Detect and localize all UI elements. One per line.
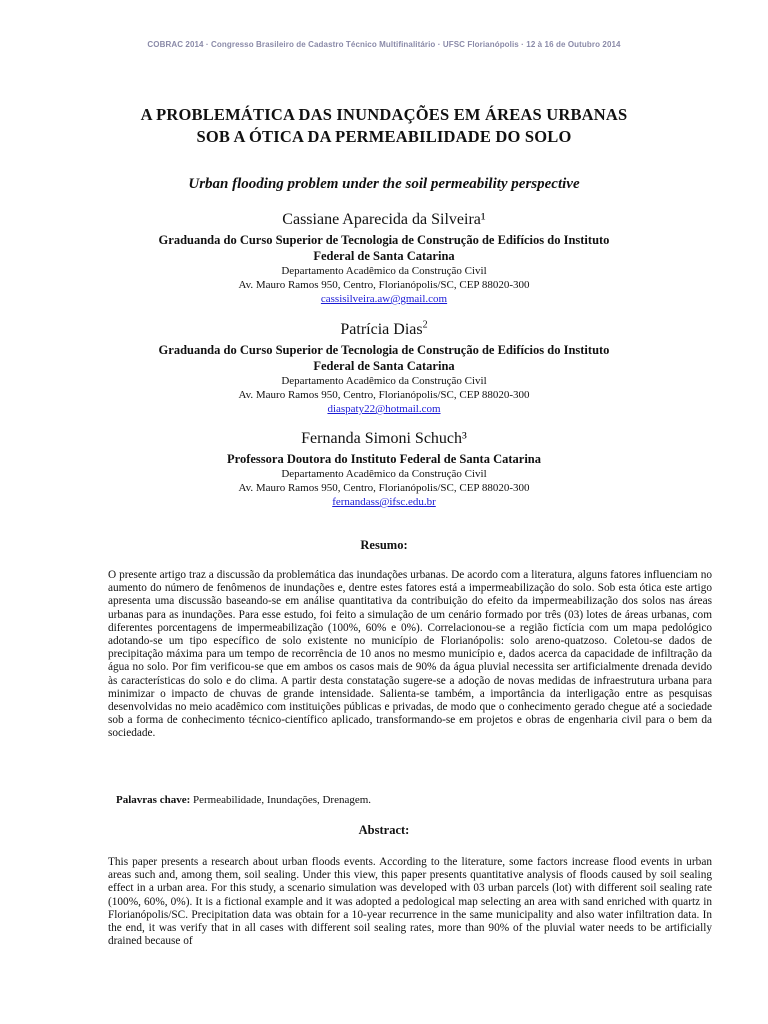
author-name: Patrícia Dias$^2$ [340, 319, 428, 338]
english-title: Urban flooding problem under the soil permeability perspective [188, 176, 580, 192]
author-address: Av. Mauro Ramos 950, Centro, Florianópolis/SC, CEP 88020-300 [238, 389, 530, 401]
paper-title [0, 104, 768, 148]
author-department: Departamento Acadêmico da Construção Civil [281, 265, 487, 277]
author-affiliation: Graduanda do Curso Superior de Tecnologia de Construção de Edifícios do Instituto Federal de Santa Catarina [158, 343, 610, 373]
author-department: Departamento Acadêmico da Construção Civil [281, 375, 487, 387]
author-email-link[interactable]: fernandass@ifsc.edu.br [332, 496, 436, 508]
running-head: COBRAC 2014 · Congresso Brasileiro de Cadastro Técnico Multifinalitário · UFSC Florianópolis · 12 à 16 de Outubro 2014 [147, 40, 621, 49]
author-block-1 [0, 210, 768, 306]
author-email-link[interactable]: diaspaty22@hotmail.com [327, 403, 441, 415]
author-affiliation: Professora Doutora do Instituto Federal de Santa Catarina [227, 452, 541, 466]
abstract-body: This paper presents a research about urban floods events. According to the literature, some factors increase flood events in urban areas such and, among them, soil sealing. Under this view, this paper presents quantitative analysis of floods caused by soil sealing effect in a urban area. For this study, a scenario simulation was developed with 03 urban parcels (lot) with different soil sealing rate (100%, 60%, 0%). It is a fictional example and it was adopted a pedological map selecting an area with sand enriched with quartz in Florianópolis/SC. Precipitation data was obtain for a 10-year recurrence in the same municipality and also water infiltration data. In the end, it was verify that in all cases with different soil sealing rates, more than 90% of the pluvial water needs to be artificially drained because of [108, 856, 712, 948]
title-line-1: A PROBLEMÁTICA DAS INUNDAÇÕES EM ÁREAS URBANAS [140, 105, 628, 124]
author-email-link[interactable]: cassisilveira.aw@gmail.com [320, 293, 448, 305]
author-name: Fernanda Simoni Schuch³ [301, 430, 467, 447]
author-affiliation: Graduanda do Curso Superior de Tecnologia de Construção de Edifícios do Instituto Federal de Santa Catarina [158, 233, 610, 263]
author-department: Departamento Acadêmico da Construção Civil [281, 468, 487, 480]
author-block-3 [0, 429, 768, 509]
abstract-heading: Abstract: [358, 823, 410, 837]
author-address: Av. Mauro Ramos 950, Centro, Florianópolis/SC, CEP 88020-300 [238, 279, 530, 291]
author-address: Av. Mauro Ramos 950, Centro, Florianópolis/SC, CEP 88020-300 [238, 482, 530, 494]
resumo-heading: Resumo: [360, 538, 408, 552]
author-block-2 [0, 320, 768, 416]
keywords [116, 794, 371, 806]
keywords-list: Permeabilidade, Inundações, Drenagem. [192, 794, 372, 806]
author-name: Cassiane Aparecida da Silveira¹ [282, 211, 486, 228]
keywords-label: Palavras chave: [116, 794, 191, 806]
title-line-2: SOB A ÓTICA DA PERMEABILIDADE DO SOLO [196, 127, 572, 146]
resumo-body: O presente artigo traz a discussão da problemática das inundações urbanas. De acordo com a literatura, alguns fatores influenciam no aumento do número de fenômenos de inundações e, dentre estes fatores está a impermeabilização do solo. Sob esta ótica este artigo apresenta uma discussão baseando-se em análise quantitativa da contribuição do efeito da impermeabilização dos solos nas áreas urbanas para as inundações. Para esse estudo, foi feito a simulação de um cenário formado por três (03) lotes de áreas urbanas, com diferentes porcentagens de impermeabilização (100%, 60% e 0%). Correlacionou-se a região fictícia com um mapa pedológico adotando-se um tipo específico de solo existente no município de Florianópolis: solo areno-quatzoso. Coletou-se dados de precipitação máxima para um tempo de recorrência de 10 anos no mesmo município e, dados acerca da capacidade de infiltração da água no solo. Por fim verificou-se que em ambos os casos mais de 90% da água pluvial necessita ser artificialmente drenada devido às características do solo e do clima. A partir desta constatação sugere-se a adoção de novas medidas de infraestrutura urbana para minimizar o impacto de chuvas de grande intensidade. Salienta-se também, a importância da interligação entre as pesquisas desenvolvidas no meio acadêmico com instituições públicas e privadas, de modo que o conhecimento gerado chegue até a sociedade sob a forma de conhecimento técnico-científico aplicado, transformando-se em projetos e obras de engenharia civil para o bem da sociedade. [108, 569, 712, 740]
